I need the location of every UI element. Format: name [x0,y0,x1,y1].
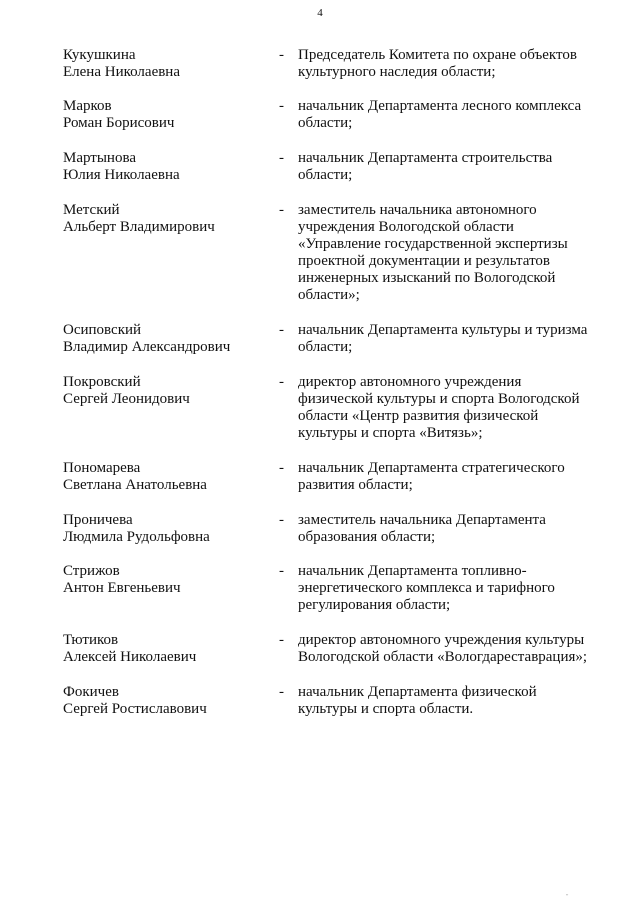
member-entry [0,47,640,98]
entry-dash: - [279,322,284,338]
role-line: начальник Департамента физической [298,684,537,700]
entry-dash: - [279,512,284,528]
role-line: начальник Департамента топливно- [298,563,527,579]
role-line: развития области; [298,477,413,493]
member-entry [0,322,640,374]
role-line: регулирования области; [298,597,451,613]
member-name [63,684,273,718]
member-role [298,632,598,666]
member-surname: Стрижов [63,563,120,579]
member-name [63,460,273,494]
role-line: области; [298,339,353,355]
role-line: области «Центр развития физической [298,408,539,424]
member-role [298,684,598,718]
member-given-names: Антон Евгеньевич [63,580,181,596]
role-line: начальник Департамента лесного комплекса [298,98,582,114]
member-name [63,512,273,546]
entry-dash: - [279,563,284,579]
entry-dash: - [279,150,284,166]
member-given-names: Людмила Рудольфовна [63,529,210,545]
member-role [298,47,598,81]
role-line: Вологодской области «Вологдареставрация»; [298,649,588,665]
member-entry [0,150,640,202]
member-name [63,47,273,81]
role-line: директор автономного учреждения [298,374,522,390]
role-line: культурного наследия области; [298,64,496,80]
member-surname: Покровский [63,374,141,390]
member-role [298,150,598,184]
member-surname: Мартынова [63,150,137,166]
role-line: инженерных изысканий по Вологодской [298,270,556,286]
role-line: области»; [298,287,360,303]
role-line: заместитель начальника Департамента [298,512,546,528]
role-line: энергетического комплекса и тарифного [298,580,555,596]
role-line: заместитель начальника автономного [298,202,537,218]
member-surname: Проничева [63,512,133,528]
member-name [63,374,273,408]
member-given-names: Сергей Леонидович [63,391,190,407]
member-entry [0,202,640,322]
entry-dash: - [279,202,284,218]
role-line: проектной документации и результатов [298,253,551,269]
entry-dash: - [279,684,284,700]
role-line: области; [298,115,353,131]
member-surname: Тютиков [63,632,119,648]
members-list [0,47,640,724]
member-surname: Метский [63,202,120,218]
member-surname: Кукушкина [63,47,136,63]
entry-dash: - [279,632,284,648]
member-entry [0,632,640,684]
member-given-names: Сергей Ростиславович [63,701,207,717]
entry-dash: - [279,460,284,476]
member-role [298,202,598,304]
member-name [63,322,273,356]
member-given-names: Юлия Николаевна [63,167,180,183]
member-surname: Фокичев [63,684,119,700]
member-name [63,98,273,132]
role-line: начальник Департамента строительства [298,150,553,166]
entry-dash: - [279,374,284,390]
member-entry [0,374,640,460]
entry-dash: - [279,98,284,114]
role-line: физической культуры и спорта Вологодской [298,391,580,407]
member-role [298,374,598,442]
member-name [63,632,273,666]
member-name [63,202,273,236]
page-number: 4 [317,7,323,19]
corner-mark: " [566,894,569,900]
member-entry [0,563,640,632]
member-given-names: Елена Николаевна [63,64,180,80]
role-line: «Управление государственной экспертизы [298,236,568,252]
role-line: директор автономного учреждения культуры [298,632,585,648]
member-surname: Марков [63,98,112,114]
member-surname: Осиповский [63,322,142,338]
member-surname: Пономарева [63,460,141,476]
role-line: начальник Департамента культуры и туризма [298,322,588,338]
role-line: культуры и спорта «Витязь»; [298,425,483,441]
member-entry [0,684,640,724]
member-given-names: Владимир Александрович [63,339,231,355]
role-line: культуры и спорта области. [298,701,474,717]
member-entry [0,512,640,563]
member-role [298,512,598,546]
member-role [298,98,598,132]
role-line: Председатель Комитета по охране объектов [298,47,577,63]
member-role [298,460,598,494]
role-line: учреждения Вологодской области [298,219,514,235]
member-given-names: Алексей Николаевич [63,649,197,665]
entry-dash: - [279,47,284,63]
member-entry [0,98,640,150]
member-given-names: Светлана Анатольевна [63,477,207,493]
member-name [63,563,273,597]
member-name [63,150,273,184]
member-role [298,322,598,356]
member-given-names: Альберт Владимирович [63,219,215,235]
role-line: образования области; [298,529,436,545]
role-line: области; [298,167,353,183]
member-role [298,563,598,614]
member-entry [0,460,640,512]
role-line: начальник Департамента стратегического [298,460,565,476]
member-given-names: Роман Борисович [63,115,175,131]
